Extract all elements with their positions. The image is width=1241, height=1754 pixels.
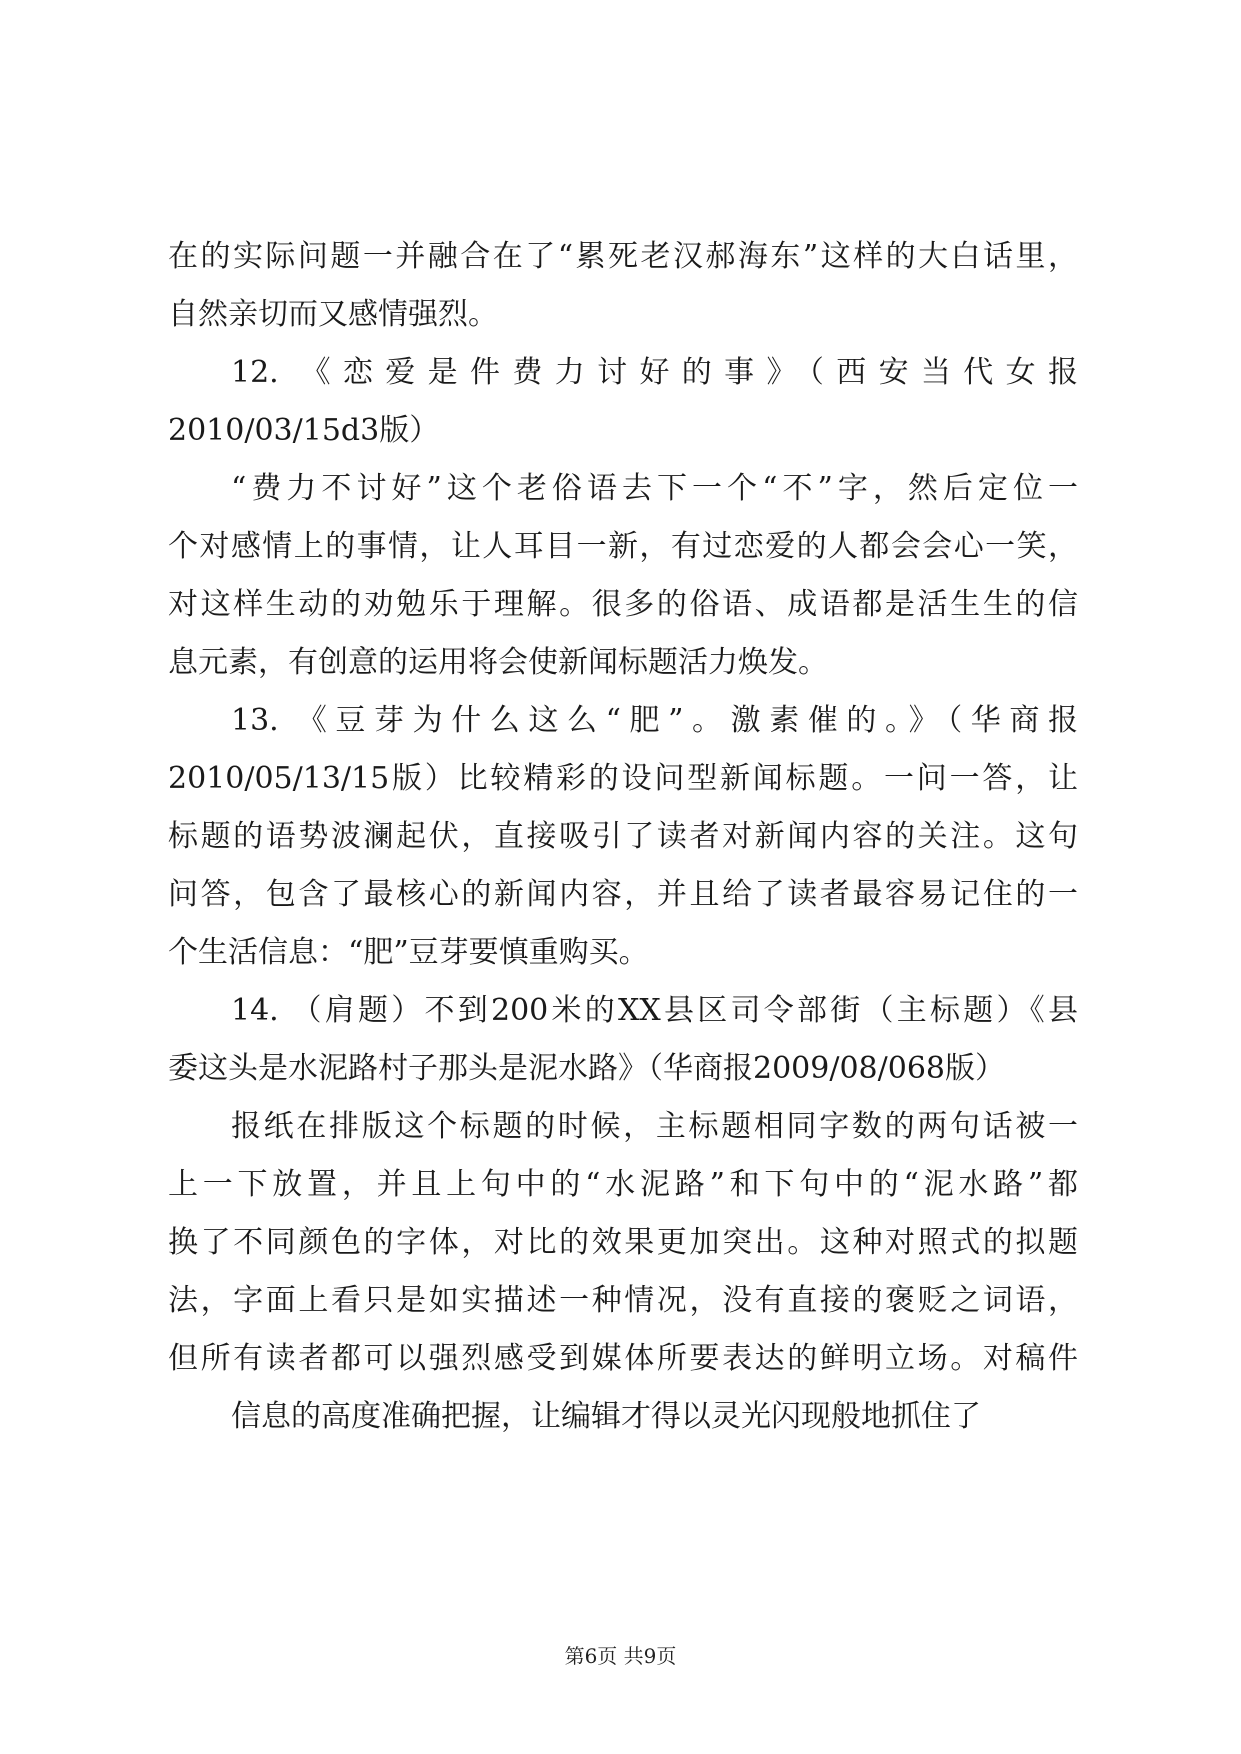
text-line: 但所有读者都可以强烈感受到媒体所要表达的鲜明立场。对稿件 [168, 1341, 1078, 1376]
text-line: 对这样生动的劝勉乐于理解。很多的俗语、成语都是活生生的信 [168, 587, 1078, 622]
list-item-heading: 14. （肩题）不到200米的XX县区司令部街（主标题）《县 [231, 993, 1078, 1028]
document-body [168, 228, 1078, 1446]
text-line: 2010/05/13/15版）比较精彩的设问型新闻标题。一问一答，让 [168, 761, 1078, 796]
page-total: 共9页 [623, 1644, 677, 1668]
text-line: 自然亲切而又感情强烈。 [168, 297, 498, 332]
page-footer [0, 1641, 1241, 1671]
text-line: 上一下放置，并且上句中的“水泥路”和下句中的“泥水路”都 [168, 1167, 1078, 1202]
text-line: 个对感情上的事情，让人耳目一新，有过恋爱的人都会会心一笑， [168, 529, 1078, 564]
page-number: 第6页 [564, 1644, 618, 1668]
text-line: 息元素，有创意的运用将会使新闻标题活力焕发。 [168, 645, 828, 680]
list-item-heading: 12. 《恋爱是件费力讨好的事》（西安当代女报 [231, 355, 1078, 390]
text-line: 个生活信息：“肥”豆芽要慎重购买。 [168, 935, 649, 970]
text-line: 问答，包含了最核心的新闻内容，并且给了读者最容易记住的一 [168, 877, 1078, 912]
paragraph-start: 报纸在排版这个标题的时候，主标题相同字数的两句话被一 [231, 1109, 1078, 1144]
text-line: 委这头是水泥路村子那头是泥水路》（华商报2009/08/068版） [168, 1051, 1005, 1086]
paragraph-start: “费力不讨好”这个老俗语去下一个“不”字，然后定位一 [231, 471, 1078, 506]
list-item-heading: 13. 《豆芽为什么这么“肥”。激素催的。》（华商报 [231, 703, 1078, 738]
paragraph-start: 信息的高度准确把握，让编辑才得以灵光闪现般地抓住了 [231, 1399, 981, 1434]
text-line: 在的实际问题一并融合在了“累死老汉郝海东”这样的大白话里， [168, 239, 1078, 274]
text-line: 法，字面上看只是如实描述一种情况，没有直接的褒贬之词语， [168, 1283, 1078, 1318]
text-line: 标题的语势波澜起伏，直接吸引了读者对新闻内容的关注。这句 [168, 819, 1078, 854]
text-line: 换了不同颜色的字体，对比的效果更加突出。这种对照式的拟题 [168, 1225, 1078, 1260]
text-line: 2010/03/15d3版） [168, 413, 440, 448]
